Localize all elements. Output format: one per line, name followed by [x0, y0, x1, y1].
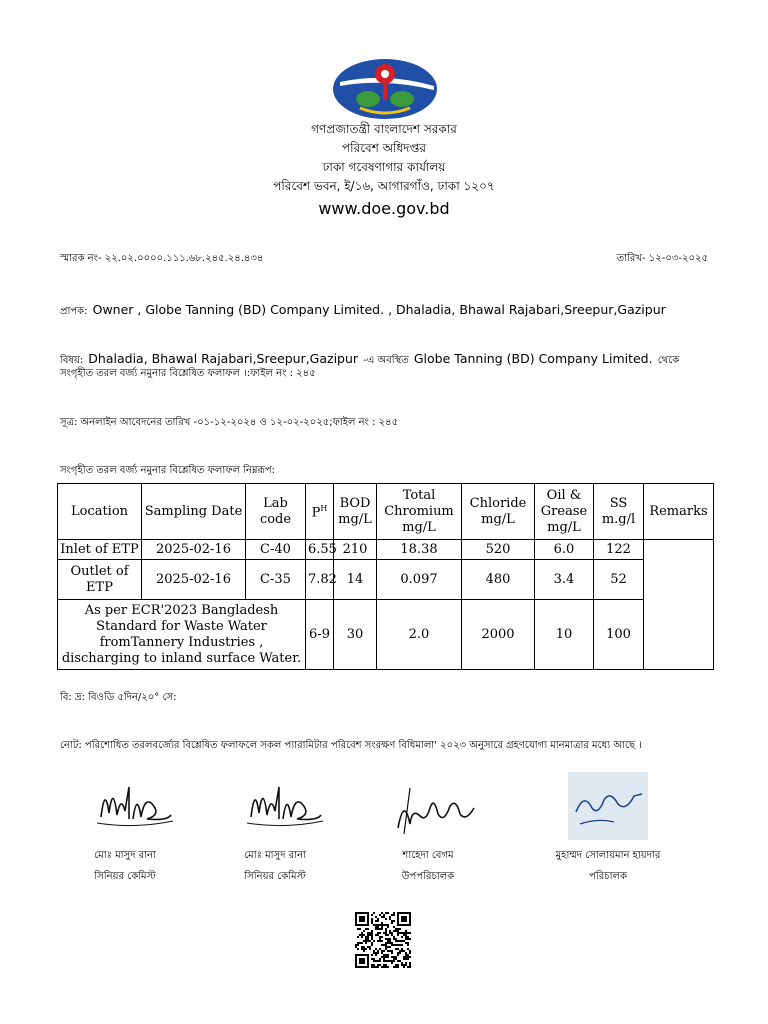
col-chloride: Chloride mg/L: [462, 484, 535, 540]
cell-oil: 3.4: [535, 560, 594, 600]
footnote: বি: দ্র: বিওডি ৫দিন/২০° সে:: [60, 692, 177, 703]
source-ref: সূত্র: অনলাইন আবেদনের তারিখ -০১-১২-২০২৪ ও ১২-০২-২০২৫;ফাইল নং : ২৪৫: [60, 417, 399, 428]
cell-bod: 210: [334, 540, 377, 560]
cell-chloride: 520: [462, 540, 535, 560]
doe-logo: [332, 58, 438, 120]
header-gov: গণপ্রজাতন্ত্রী বাংলাদেশ সরকার: [311, 122, 457, 136]
signatory-name: মোঃ মাসুদ রানা: [94, 850, 156, 861]
signature-2: [245, 775, 325, 835]
table-row: [58, 540, 714, 560]
signatory-1: [50, 848, 200, 886]
cell-date: 2025-02-16: [142, 560, 246, 600]
subject-mid: -এ অবস্থিত: [363, 355, 409, 366]
header-website: www.doe.gov.bd: [318, 199, 450, 218]
col-oil-grease: Oil & Grease mg/L: [535, 484, 594, 540]
col-remarks: Remarks: [644, 484, 714, 540]
table-intro: সংগৃহীত তরল বর্জ্য নমুনার বিশ্লেষিত ফলাফল নিম্নরূপ:: [60, 465, 275, 476]
cell-remarks: [644, 540, 714, 670]
memo-date: তারিখ- ১২-০৩-২০২৫: [616, 253, 708, 264]
cell-bod: 14: [334, 560, 377, 600]
header-dept: পরিবেশ অধিদপ্তর: [342, 141, 426, 155]
subject-line2: সংগৃহীত তরল বর্জ্য নমুনার বিশ্লেষিত ফলাফল ।:ফাইল নং : ২৪৫: [60, 368, 316, 379]
recipient: [60, 299, 666, 321]
col-sampling-date: Sampling Date: [142, 484, 246, 540]
col-ph: [306, 484, 334, 540]
signature-1: [95, 775, 175, 835]
cell-ss: 122: [594, 540, 644, 560]
cell-ss: 52: [594, 560, 644, 600]
table-header-row: [58, 484, 714, 540]
cell-oil: 6.0: [535, 540, 594, 560]
subject-end: থেকে: [657, 355, 680, 366]
signatory-name: মুহাম্মদ সোলায়মান হায়দার: [555, 850, 661, 861]
cell-code: C-35: [246, 560, 306, 600]
signatory-3: [353, 848, 503, 886]
subject-company: Globe Tanning (BD) Company Limited.: [413, 351, 653, 366]
header-address: পরিবেশ ভবন, ই/১৬, আগারগাঁও, ঢাকা ১২০৭: [273, 179, 495, 193]
standard-row: [58, 600, 714, 670]
signatory-title: সিনিয়র কেমিস্ট: [244, 871, 306, 882]
cell-date: 2025-02-16: [142, 540, 246, 560]
signatory-title: উপপরিচালক: [401, 871, 455, 882]
col-total-chromium: Total Chromium mg/L: [377, 484, 462, 540]
cell-chromium: 18.38: [377, 540, 462, 560]
results-table: [57, 483, 714, 670]
compliance-note: নোট: পরিশোধিত তরলবর্জ্যের বিশ্লেষিত ফলাফলে সকল প্যারামিটার পরিবেশ সংরক্ষণ বিধিমালা' ২০২৩ অনুসারে গ্রহণযোগ্য মানমাত্রার মধ্যে আছে ।: [60, 740, 642, 751]
signatory-4: [518, 848, 698, 886]
col-location: Location: [58, 484, 142, 540]
ph-base: P: [311, 505, 321, 521]
subject-label: বিষয়:: [60, 355, 84, 366]
standard-ph: 6-9: [306, 600, 334, 670]
standard-bod: 30: [334, 600, 377, 670]
standard-chloride: 2000: [462, 600, 535, 670]
standard-label: As per ECR'2023 Bangladesh Standard for Waste Water fromTannery Industries , discharging to inland surface Water.: [58, 600, 306, 670]
signatory-title: সিনিয়র কেমিস্ট: [94, 871, 156, 882]
subject-location: Dhaladia, Bhawal Rajabari,Sreepur,Gazipur: [88, 351, 359, 366]
cell-location: Inlet of ETP: [58, 540, 142, 560]
cell-location: Outlet of ETP: [58, 560, 142, 600]
signature-4: [568, 772, 648, 840]
cell-code: C-40: [246, 540, 306, 560]
ph-sup: H: [320, 504, 328, 514]
signatory-name: শাহেদা বেগম: [402, 850, 454, 861]
col-ss: SS m.g/l: [594, 484, 644, 540]
signatory-2: [200, 848, 350, 886]
col-lab-code: Lab code: [246, 484, 306, 540]
cell-chloride: 480: [462, 560, 535, 600]
cell-ph: 7.82: [306, 560, 334, 600]
standard-ss: 100: [594, 600, 644, 670]
table-row: [58, 560, 714, 600]
header-office: ঢাকা গবেষণাগার কার্যালয়: [322, 160, 446, 174]
standard-chromium: 2.0: [377, 600, 462, 670]
recipient-text: Owner , Globe Tanning (BD) Company Limited. , Dhaladia, Bhawal Rajabari,Sreepur,Gazipur: [92, 302, 666, 317]
col-bod: BOD mg/L: [334, 484, 377, 540]
recipient-label: প্রাপক:: [60, 306, 88, 317]
standard-oil: 10: [535, 600, 594, 670]
cell-chromium: 0.097: [377, 560, 462, 600]
signature-3: [390, 778, 480, 840]
cell-ph: 6.55: [306, 540, 334, 560]
qr-code: [355, 912, 411, 968]
memo-ref: স্মারক নং- ২২.০২.০০০০.১১১.৬৮.২৪৫.২৪.৪৩৪: [60, 253, 264, 264]
signatory-title: পরিচালক: [589, 871, 627, 882]
signatory-name: মোঃ মাসুদ রানা: [244, 850, 306, 861]
